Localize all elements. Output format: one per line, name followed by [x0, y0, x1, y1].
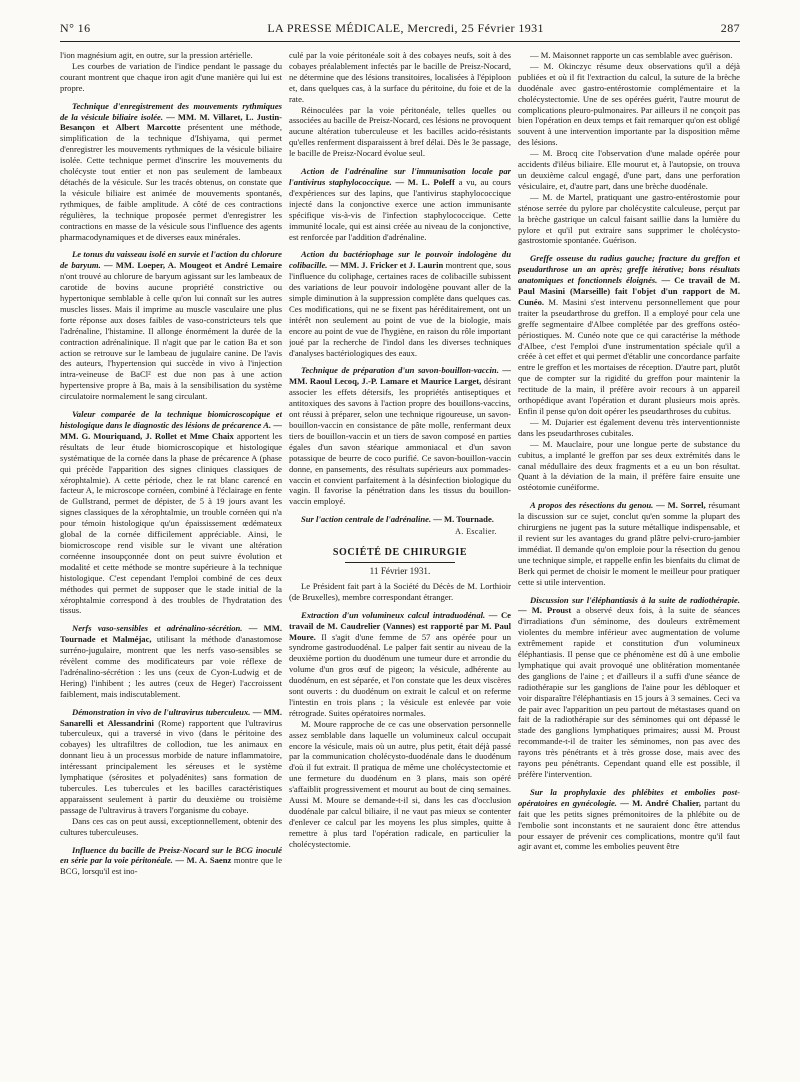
section-body: utilisant la méthode d'anastomose surréno-jugulaire, montrent que les nerfs vaso-sensibles se révèlent comme des modificateurs par voie réflexe de l'adrénalino-sécrétion : les uns (ceux de Cyon-Ludwig et de Hering) l'inhibent ; les autres (ceux de Heger) l'accroissent faiblement, mais indiscutablement. — [60, 634, 282, 699]
paragraph: — M. Mauclaire, pour une longue perte de substance du cubitus, a implanté le greffon par ses deux extrémités dans le canal médullaire des deux fragments et a eu un bon résultat. Quant à la déviation de la main, il préfère faire ensuite une ostéotomie cunéiforme. — [518, 438, 740, 493]
section-title: Discussion sur l'éléphantiasis à la suite de radiothérapie. — [530, 594, 740, 605]
section-communication — [289, 514, 511, 525]
section-body: désirant associer les effets détersifs, les propriétés antiseptiques et antitoxiques des savons à l'action propre des bouillons-vaccins, ont réussi à préparer, selon une technique rigoureuse, un savon-bouillon-vaccin en consistance de pâte molle, renfermant deux tiers de bouillon-vaccin et un tiers de savon composé en parties égales d'un savon stéarique ammoniacal et d'un savon potassique de beurre de coco purifié. Ce savon-bouillon-vaccin donne, en pansements, des résultats supérieurs aux pommades-vaccin et convient parfaitement à la désinfection biologique du vagin. Il favorise la pénétration dans les tissus du bouillon-vaccin employé. — [289, 376, 511, 507]
section-title: Action du bactériophage sur le pouvoir indologène du colibacille. — [289, 249, 511, 271]
author-names: — MM. Tournade et Malméjac, — [60, 623, 282, 645]
paragraph: — M. de Martel, pratiquant une gastro-entérostomie pour sténose serrée du pylore par cholécystite calculeuse, perçut par la brèche gastrique un calcul faisant saillie dans la lumière du pylore et qu'il put extraire sans supprimer le cholécysto-gastrostomie spontanée. Guérison. — [518, 191, 740, 246]
page-number: 287 — [720, 20, 740, 35]
section-communication — [289, 249, 511, 358]
author-names: — M. Tournade. — [433, 514, 494, 525]
paragraph: — M. Brocq cite l'observation d'une malade opérée pour accidents d'iléus biliaire. Elle mourut et, à l'autopsie, on trouva un deuxième calcul engagé, d'une part, dans une perforation vésiculaire, et, d'autre part, dans une brèche duodénale. — [518, 148, 740, 191]
section-communication — [518, 787, 740, 852]
section-title: Sur l'action centrale de l'adrénaline. — [301, 514, 432, 525]
author-names: — M. André Chalier, — [620, 797, 701, 808]
author-names: — M. Proust — [518, 605, 572, 616]
section-title: A propos des résections du genou. — [530, 500, 654, 511]
author-names: — MM. Loeper, A. Mougeot et André Lemaire — [103, 260, 282, 271]
paragraph: M. Moure rapproche de ce cas une observation personnelle assez semblable dans laquelle un volumineux calcul occupait encore la vésicule, mais où un autre, plus petit, était déjà passé par la communication cholécysto-duodénale dans le duodénum d'où il fut extrait. Il pratiqua de même une cholécystectomie et une fermeture du duodénum en 3 plans, mais son opéré s'affaiblit progressivement et mourut au bout de cinq semaines. Aussi M. Moure se demande-t-il si, dans les cas d'occlusion duodénale par calcul biliaire, il ne vaut pas mieux se contenter d'enlever ce calcul par les moyens les plus simples, quitte à remettre à plus tard l'opération radicale, en particulier la cholécystectomie. — [289, 718, 511, 849]
section-body: montrent que, sous l'influence du coliphage, certaines races de colibacille subissent des variations de leur pouvoir indologène pouvant aller de la simple diminution à la suppression complète dans quelques cas. Ces modifications, qui ne se fixent pas héréditairement, ont un intérêt non seulement au point de vue de la biologie, mais encore au point de vue de l'hygiène, en raison du rôle important joué par la recherche de l'indol dans les diverses techniques d'analyses bactériologiques des eaux. — [289, 260, 511, 358]
section-body: n'ont trouvé au chlorure de baryum agissant sur les lambeaux de carotide de bovins aucune propriété constrictive ou hypertonique semblable à celle qu'on lui connaît sur les autres muscles lisses. Mais il imprime au muscle vasculaire une plus forte réponse aux doses faibles de vaso-constricteurs tels que l'adrénaline, l'histamine. Il allonge énormément la durée de la contraction adrénalinique. Il n'agit que par le cation Ba et son action se retrouve sur le lambeau de jugulaire canine. De l'avis des auteurs, l'hypertension qui succède in vivo à l'injection intra-veineuse de BaCl² est due non pas à une action hypertensive propre à Ba, mais à la sensibilisation du système circulatoire normalement le sang circulant. — [60, 271, 282, 402]
section-communication — [289, 166, 511, 242]
author-names: — MM. G. Mouriquand, J. Rollet et Mme Chaix — [60, 420, 282, 441]
column-1 — [60, 50, 282, 1070]
section-body: présentent une méthode, simplification de la technique d'Ishiyama, qui permet d'enregistrer les mouvements rythmiques de la vésicule biliaire isolée. Cette technique permet d'inscrire les mouvements du cholécyste tout entier et non pas seulement de lambeaux détachés de la vésicule. Sur les tracés obtenus, on constate que la vésicule biliaire est animée de mouvements spontanés, rythmiques, de faible amplitude. A côté de ces contractions régulières, la technique proposée permet d'enregistrer les contractions en masse de la vésicule sous l'influence des agents pharmacodynamiques et de diverses eaux minérales. — [60, 122, 282, 242]
section-title: Action de l'adrénaline sur l'immunisation locale par l'antivirus staphylococcique. — [289, 166, 511, 187]
section-body: (Rome) rapportent que l'ultravirus tuberculeux, qui a traversé in vivo (dans le péritoine des cobayes) les ultrafiltres de collodion, tue les animaux en donnant lieu à un processus morbide de nature inflammatoire, intéressant principalement les séreuses et le système lymphatique (sérosites et polyadénites) sans formation de tubercules. Les tubercules et les bacilles caractéristiques apparaissent seulement à partir du deuxième ou troisième passage de l'ultravirus à travers l'organisme du cobaye. — [60, 717, 282, 815]
section-title: Technique d'enregistrement des mouvements rythmiques de la vésicule biliaire isolée. — [60, 100, 282, 122]
section-title: Valeur comparée de la technique biomicroscopique et histologique dans le diagnostic des lésions de précarence A. — [60, 409, 282, 430]
author-names: — M. A. Saenz — [175, 855, 232, 866]
section-communication — [518, 595, 740, 780]
section-communication — [518, 253, 740, 417]
section-communication — [60, 623, 282, 699]
section-communication — [60, 707, 282, 816]
section-communication — [60, 845, 282, 878]
section-title: Sur la prophylaxie des phlébites et embolies post-opératoires en gynécologie. — [518, 786, 740, 808]
section-title: Influence du bacille de Preisz-Nocard sur le BCG inoculé en série par la voie péritonéale. — [60, 844, 282, 866]
section-body: a vu, au cours d'expériences sur des lapins, que l'antivirus staphylococcique injecté dans la conjonctive exerce une action immunisante spécifique vis-à-vis de l'infection staphylococcique. Cette immunité locale, qui est ainsi créée au niveau de la conjonctive, est renforcée par l'addition d'adrénaline. — [289, 176, 511, 242]
section-title: Technique de préparation d'un savon-bouillon-vaccin. — [301, 365, 499, 376]
section-body: partant du fait que les petits signes prémonitoires de la phlébite ou de l'embolie sont inconstants et ne sauraient donc être attendus pour essayer de prévenir ces complications, montre qu'il faut agir avant et, comme les embolies peuvent être — [518, 797, 740, 852]
section-communication — [289, 365, 511, 507]
author-names: — Ce travail de M. Paul Masini (Marseille) fait l'objet d'un rapport de M. Cunéo. — [518, 275, 740, 307]
section-title: Le tonus du vaisseau isolé en survie et l'action du chlorure de baryum. — [60, 249, 282, 271]
author-names: — M. Sorrel, — [656, 500, 706, 511]
heading-divider — [345, 562, 455, 563]
section-title: Nerfs vaso-sensibles et adrénalino-sécrétion. — [72, 623, 243, 634]
section-body: Il s'agit d'une femme de 57 ans opérée pour un syndrome gastroduodénal. Le palper fait sentir au niveau de la deuxième portion du duodénum une tumeur dure et arrondie du volume d'un gros œuf de pigeon; la vésicule, adhérente au duodénum, en est séparée, et l'on constate que les deux viscères sont ouverts : du duodénum on extrait le calcul et on referme l'intestin en trois plans ; la vésicule est enlevée par voie rétrograde. Suites opératoires normales. — [289, 631, 511, 718]
paragraph: l'ion magnésium agit, en outre, sur la pression artérielle. — [60, 50, 253, 60]
paragraph: — M. Okinczyc résume deux observations qu'il a déjà publiées et où il fit l'extraction du calcul, la suture de la brèche duodénale avec gastro-entérostomie complémentaire et la cholécystectomie. Une de ses opérées guérit, l'autre mourut de complications pleuro-pulmonaires. Par ailleurs il ne conçoit pas bien l'opération en deux temps et fait remarquer qu'on est obligé souvent à une intervention importante par la disposition même des lésions. — [518, 60, 740, 148]
section-body: apportent les résultats de leur étude biomicroscopique et histologique systématique de la cornée dans la phase de précarence A (phase qui précède l'apparition des signes cliniques classiques de xérophtalmie). A cette période, chez le rat blanc carencé en facteur A, le microscope cornéen, combiné à l'éclairage en fente de Gullstrand, permet de dépister, de 5 à 19 jours avant les signes classiques de la xérophtalmie, un trouble cornéen qui n'a pour témoin histologique qu'un épaississement œdémateux global de la cornée difficilement appréciable. Ainsi, le biomicroscope rend visible sur le vivant une altération cornéenne insoupçonnée dont on peut suivre évolution et modalité et cette méthode se montre supérieure à la technique histologique. C'est cependant l'emploi combiné de ces deux méthodes qui permet de supposer que le stade initial de la xérophtalmie correspond à des troubles de l'hydratation des tissus. — [60, 430, 282, 616]
section-communication — [60, 409, 282, 616]
society-heading: SOCIÉTÉ DE CHIRURGIE — [332, 547, 468, 559]
section-title: Démonstration in vivo de l'ultravirus tuberculeux. — [72, 706, 251, 717]
paragraph: Le Président fait part à la Société du Décès de M. Lorthioir (de Bruxelles), membre correspondant étranger. — [289, 580, 511, 602]
section-title: Greffe osseuse du radius gauche; fracture du greffon et pseudarthrose un an après; greffe itérative; bons résultats anatomiques et fonctionnels éloignés. — [518, 253, 740, 286]
header-rule — [60, 41, 740, 42]
paragraph: Dans ces cas on peut aussi, exceptionnellement, obtenir des cultures tuberculeuses. — [60, 815, 282, 837]
section-body: M. Masini s'est intervenu personnellement que pour traiter la pseudarthrose du greffon. Il a employé pour cela une greffe segmentaire d'Albee complétée par des greffons ostéo-périostiques. M. Cunéo note que ce qui caractérise la méthode d'Albee, c'est l'emploi d'une instrumentation spéciale qu'il a créée à cet effet et qui permet d'établir une concordance parfaite entre le greffon et les mortaises de réception. D'autre part, plutôt que de compter sur la rigidité du greffon pour maintenir la rectitude de la main, il préfère avoir recours à un appareil orthopédique avant l'opération et durant plusieurs mois après. Enfin il pense qu'on doit opérer les pseudarthroses du cubitus. — [518, 296, 740, 416]
section-communication — [60, 249, 282, 402]
session-date: 11 Février 1931. — [369, 565, 431, 576]
paragraph: — M. Dujarier est également devenu très interventionniste dans les pseudarthroses cubitales. — [518, 416, 740, 438]
section-body: montre que le BCG, lorsqu'il est ino- — [60, 855, 282, 877]
author-names: — MM. Raoul Lecoq, J.-P. Lamare et Maurice Larget, — [289, 365, 511, 387]
author-signature: A. Escalier. — [455, 527, 497, 537]
author-names: — MM. M. Villaret, L. Justin-Besançon et Albert Marcotte — [60, 111, 282, 133]
issue-number: N° 16 — [60, 20, 91, 35]
column-2 — [289, 50, 511, 1070]
paragraph: — M. Maisonnet rapporte un cas semblable avec guérison. — [530, 50, 733, 60]
journal-title: LA PRESSE MÉDICALE, Mercredi, 25 Février 1931 — [267, 20, 544, 35]
column-3 — [518, 50, 740, 1070]
author-names: — Ce travail de M. Caudrelier (Vannes) est rapporté par M. Paul Moure. — [289, 609, 511, 642]
paragraph: culé par la voie péritonéale soit à des cobayes neufs, soit à des cobayes préalablement infectés par le bacille de Preisz-Nocard, ne détermine que des lésions transitoires, localisées à l'épiploon et, dans quelques cas, à la surface du péritoine, du foie et de la rate. — [289, 50, 511, 104]
section-communication — [518, 500, 740, 587]
section-title: Extraction d'un volumineux calcul intraduodénal. — [301, 609, 486, 620]
paragraph: Réinoculées par la voie péritonéale, telles quelles ou associées au bacille de Preisz-Nocard, ces lésions ne provoquent aucune altération tuberculeuse et les bacilles acido-résistants qu'elles renferment disparaissent à bref délai. Dès le 3e passage, le bacille de Preisz-Nocard évolue seul. — [289, 104, 511, 159]
paragraph: Les courbes de variation de l'indice pendant le passage du courant montrent que chaque iron agit d'une manière qui lui est propre. — [60, 60, 282, 93]
section-body: a observé deux fois, à la suite de séances d'irradiations d'un séminome, des douleurs extrêmement violentes du membre inférieur avec augmentation de volume extrêmement rapide et constitution d'un volumineux éléphantiasis. Il pense que ce phénomène est dû à une embolie lymphatique qui avait provoqué une oblitération momentanée des ganglions de l'aine ; et d'ailleurs il a suffi d'une séance de radiothérapie sur les ganglions de l'aine pour les débloquer et voir disparaître l'éléphantiasis en 15 jours à 3 semaines. Ceci va de pair avec l'apparition un peu partout de métastases quand on fait de la radiothérapie sur des séminomes qui ont dépassé le stade des ganglions lymphatiques primaires; aussi M. Proust recommande-t-il de traiter les séminomes, non pas avec des rayons très pénétrants et à très grosse dose, mais avec des rayons peu pénétrants. Cependant quand elle est possible, il préfère l'intervention. — [518, 605, 740, 779]
author-names: — M. L. Poleff — [395, 176, 455, 187]
section-communication — [289, 610, 511, 719]
author-names: — MM. J. Fricker et J. Laurin — [329, 260, 444, 271]
section-communication — [60, 101, 282, 243]
section-body: résumant la discussion sur ce sujet, conclut qu'en somme la plupart des chirurgiens ne jugent pas la suture métallique indispensable, et il revient sur les avantages du grand plâtre pelvi-cruro-jambier immédiat. Il demande qu'on emploie pour la résection du genou une technique simple, et rappelle enfin les bienfaits du climat de Berk qui permet de choisir le moment le meilleur pour pratiquer cette si utile intervention. — [518, 500, 740, 587]
author-names: — MM. Sanarelli et Alessandrini — [60, 706, 282, 728]
page-header — [60, 16, 740, 40]
